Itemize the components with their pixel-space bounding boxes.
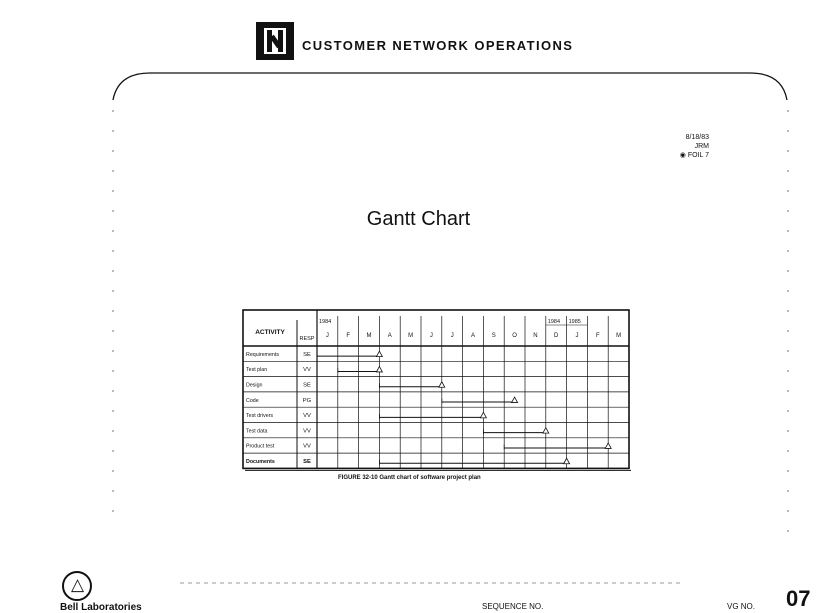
- month-label: A: [387, 333, 392, 339]
- activity-resp: VV: [303, 428, 311, 435]
- milestone-triangle: [543, 428, 549, 434]
- header-resp: RESP: [299, 336, 315, 342]
- month-label: J: [429, 333, 433, 339]
- meta-foil: ◉ FOIL 7: [679, 152, 709, 159]
- gantt-border: [243, 310, 629, 468]
- milestone-triangle: [439, 382, 445, 388]
- milestone-triangle: [605, 443, 611, 449]
- activity-resp: SE: [303, 351, 311, 358]
- header-title: CUSTOMER NETWORK OPERATIONS: [302, 38, 574, 53]
- year-label: 1984: [319, 319, 332, 325]
- month-label: M: [408, 333, 414, 339]
- activity-name: Code: [246, 397, 259, 404]
- slide-title: Gantt Chart: [366, 208, 471, 230]
- footer-company: Bell Laboratories: [60, 602, 142, 613]
- milestone-triangle: [376, 366, 382, 372]
- month-label: F: [595, 333, 600, 339]
- activity-name: Test plan: [246, 367, 268, 374]
- year-label: 1985: [568, 319, 581, 325]
- activity-resp: PG: [302, 397, 312, 404]
- activity-name: Documents: [246, 458, 275, 465]
- activity-resp: VV: [303, 413, 311, 420]
- activity-name: Test drivers: [246, 413, 274, 420]
- milestone-triangle: [480, 412, 486, 418]
- month-label: J: [575, 333, 579, 339]
- month-label: M: [366, 333, 372, 339]
- page-number: 07: [786, 586, 811, 611]
- month-label: M: [616, 333, 622, 339]
- header-activity: ACTIVITY: [255, 329, 285, 336]
- activity-name: Requirements: [246, 351, 279, 358]
- footer-sequence: SEQUENCE NO.: [482, 602, 544, 611]
- month-label: F: [346, 333, 351, 339]
- activity-resp: VV: [303, 367, 311, 374]
- activity-name: Product test: [246, 443, 275, 450]
- month-label: O: [512, 333, 517, 339]
- month-label: S: [491, 333, 496, 339]
- milestone-triangle: [564, 458, 570, 464]
- activity-resp: VV: [303, 443, 311, 450]
- year-label: 1984: [547, 319, 561, 325]
- figure-caption: FIGURE 32-10 Gantt chart of software project plan: [338, 475, 481, 481]
- activity-resp: SE: [303, 382, 311, 389]
- meta-author: JRM: [694, 143, 709, 150]
- footer-vg: VG NO.: [727, 602, 756, 611]
- month-label: J: [325, 333, 329, 339]
- activity-name: Test data: [246, 428, 268, 435]
- activity-name: Design: [246, 382, 263, 389]
- milestone-triangle: [376, 351, 382, 357]
- activity-resp: SE: [303, 458, 311, 465]
- meta-date: 8/18/83: [685, 134, 709, 141]
- month-label: D: [554, 333, 559, 339]
- bell-logo-icon: △: [62, 571, 92, 601]
- month-label: A: [470, 333, 476, 339]
- month-label: J: [450, 333, 454, 339]
- milestone-triangle: [512, 397, 518, 403]
- month-label: N: [533, 333, 538, 339]
